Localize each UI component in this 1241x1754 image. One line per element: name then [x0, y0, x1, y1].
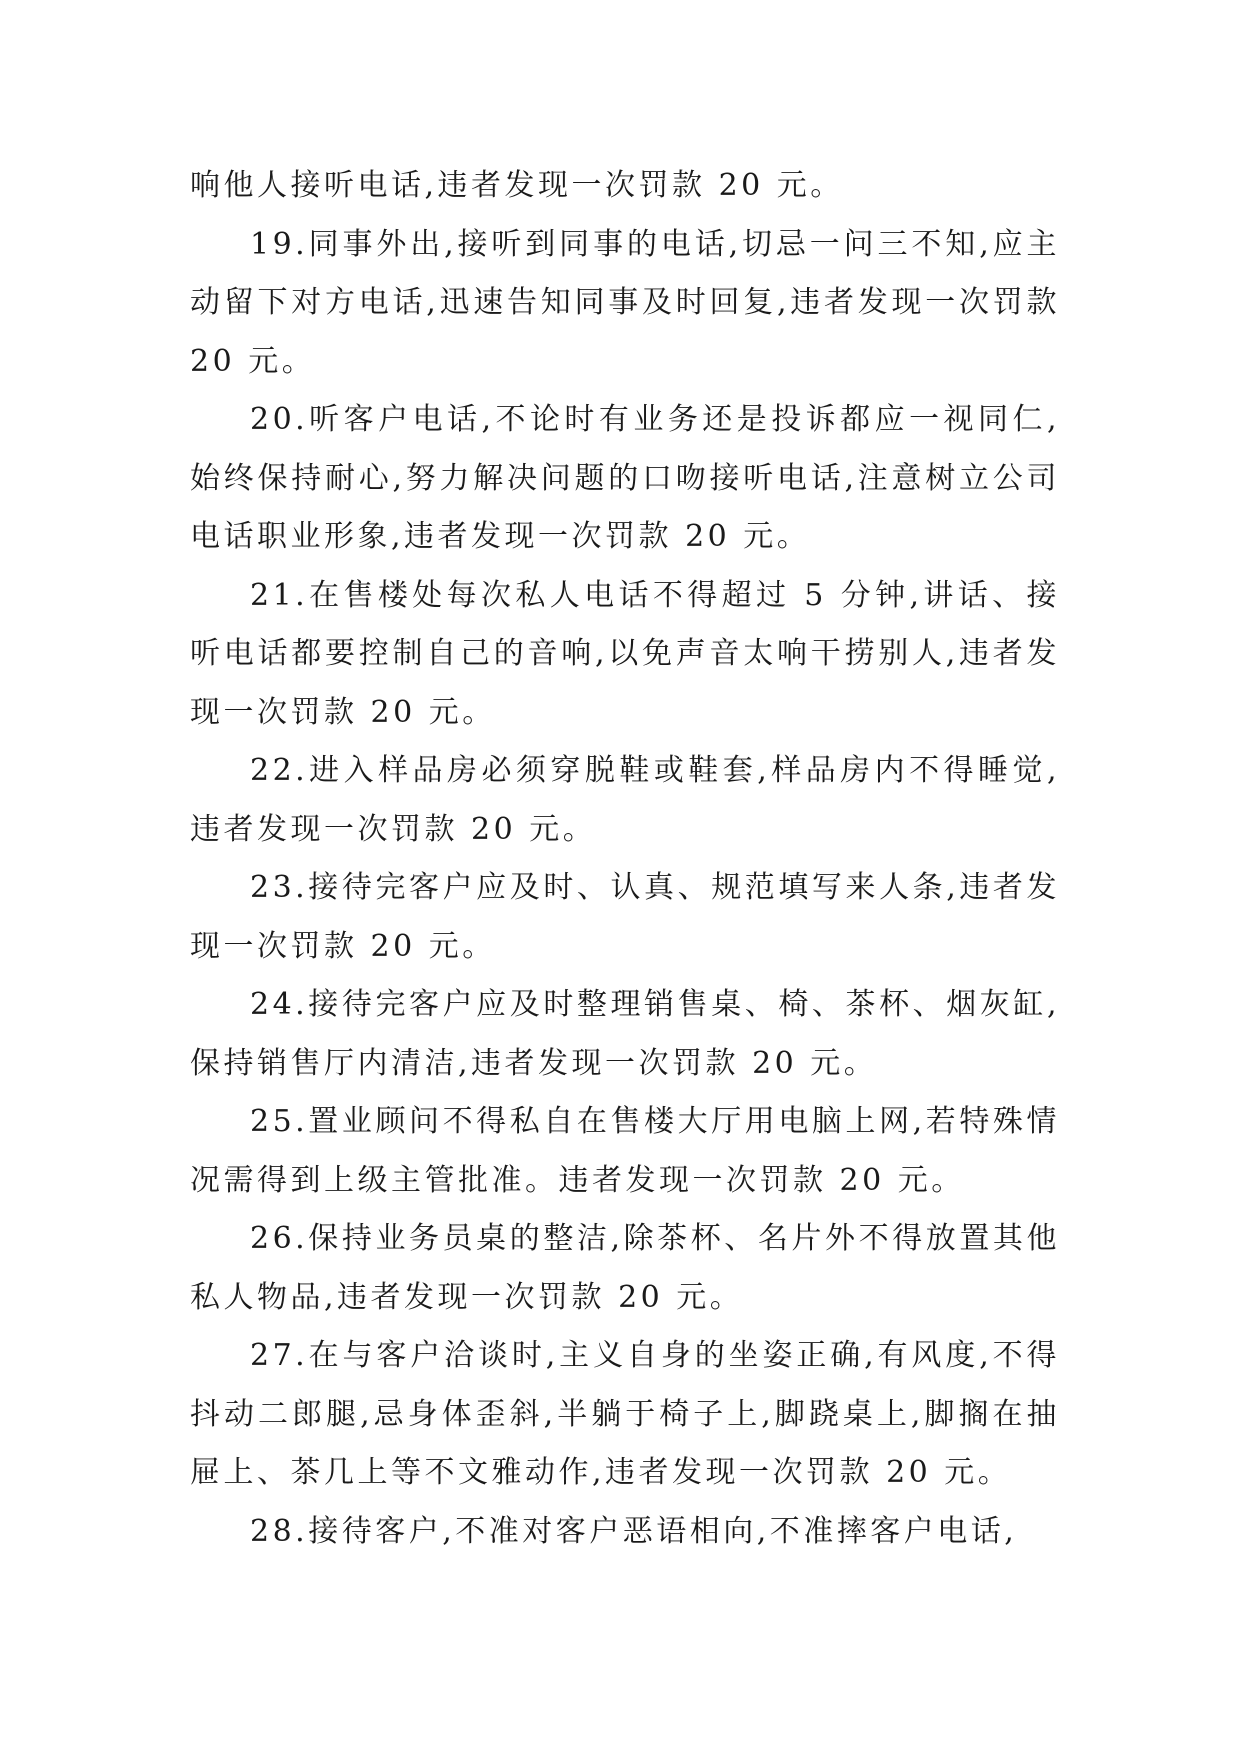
document-body — [190, 157, 1060, 1561]
paragraph-continuation: 响他人接听电话,违者发现一次罚款 20 元。 — [190, 168, 844, 203]
rule-22: 22.进入样品房必须穿脱鞋或鞋套,样品房内不得睡觉,违者发现一次罚款 20 元。 — [190, 753, 1060, 847]
rule-19: 19.同事外出,接听到同事的电话,切忌一问三不知,应主动留下对方电话,迅速告知同事及时回复,违者发现一次罚款 20 元。 — [190, 226, 1060, 379]
rule-20: 20.听客户电话,不论时有业务还是投诉都应一视同仁,始终保持耐心,努力解决问题的口吻接听电话,注意树立公司电话职业形象,违者发现一次罚款 20 元。 — [190, 402, 1060, 554]
rule-23: 23.接待完客户应及时、认真、规范填写来人条,违者发现一次罚款 20 元。 — [190, 870, 1060, 964]
rule-26: 26.保持业务员桌的整洁,除茶杯、名片外不得放置其他私人物品,违者发现一次罚款 20 元。 — [190, 1221, 1060, 1315]
rule-27: 27.在与客户洽谈时,主义自身的坐姿正确,有风度,不得抖动二郎腿,忌身体歪斜,半躺于椅子上,脚跷桌上,脚搁在抽屉上、茶几上等不文雅动作,违者发现一次罚款 20 元。 — [190, 1338, 1060, 1490]
rule-25: 25.置业顾问不得私自在售楼大厅用电脑上网,若特殊情况需得到上级主管批准。违者发现一次罚款 20 元。 — [190, 1104, 1060, 1198]
rule-24: 24.接待完客户应及时整理销售桌、椅、茶杯、烟灰缸,保持销售厅内清洁,违者发现一次罚款 20 元。 — [190, 987, 1060, 1081]
rule-21: 21.在售楼处每次私人电话不得超过 5 分钟,讲话、接听电话都要控制自己的音响,以免声音太响干捞别人,违者发现一次罚款 20 元。 — [190, 577, 1060, 730]
rule-28: 28.接待客户,不准对客户恶语相向,不准摔客户电话, — [250, 1513, 1018, 1549]
